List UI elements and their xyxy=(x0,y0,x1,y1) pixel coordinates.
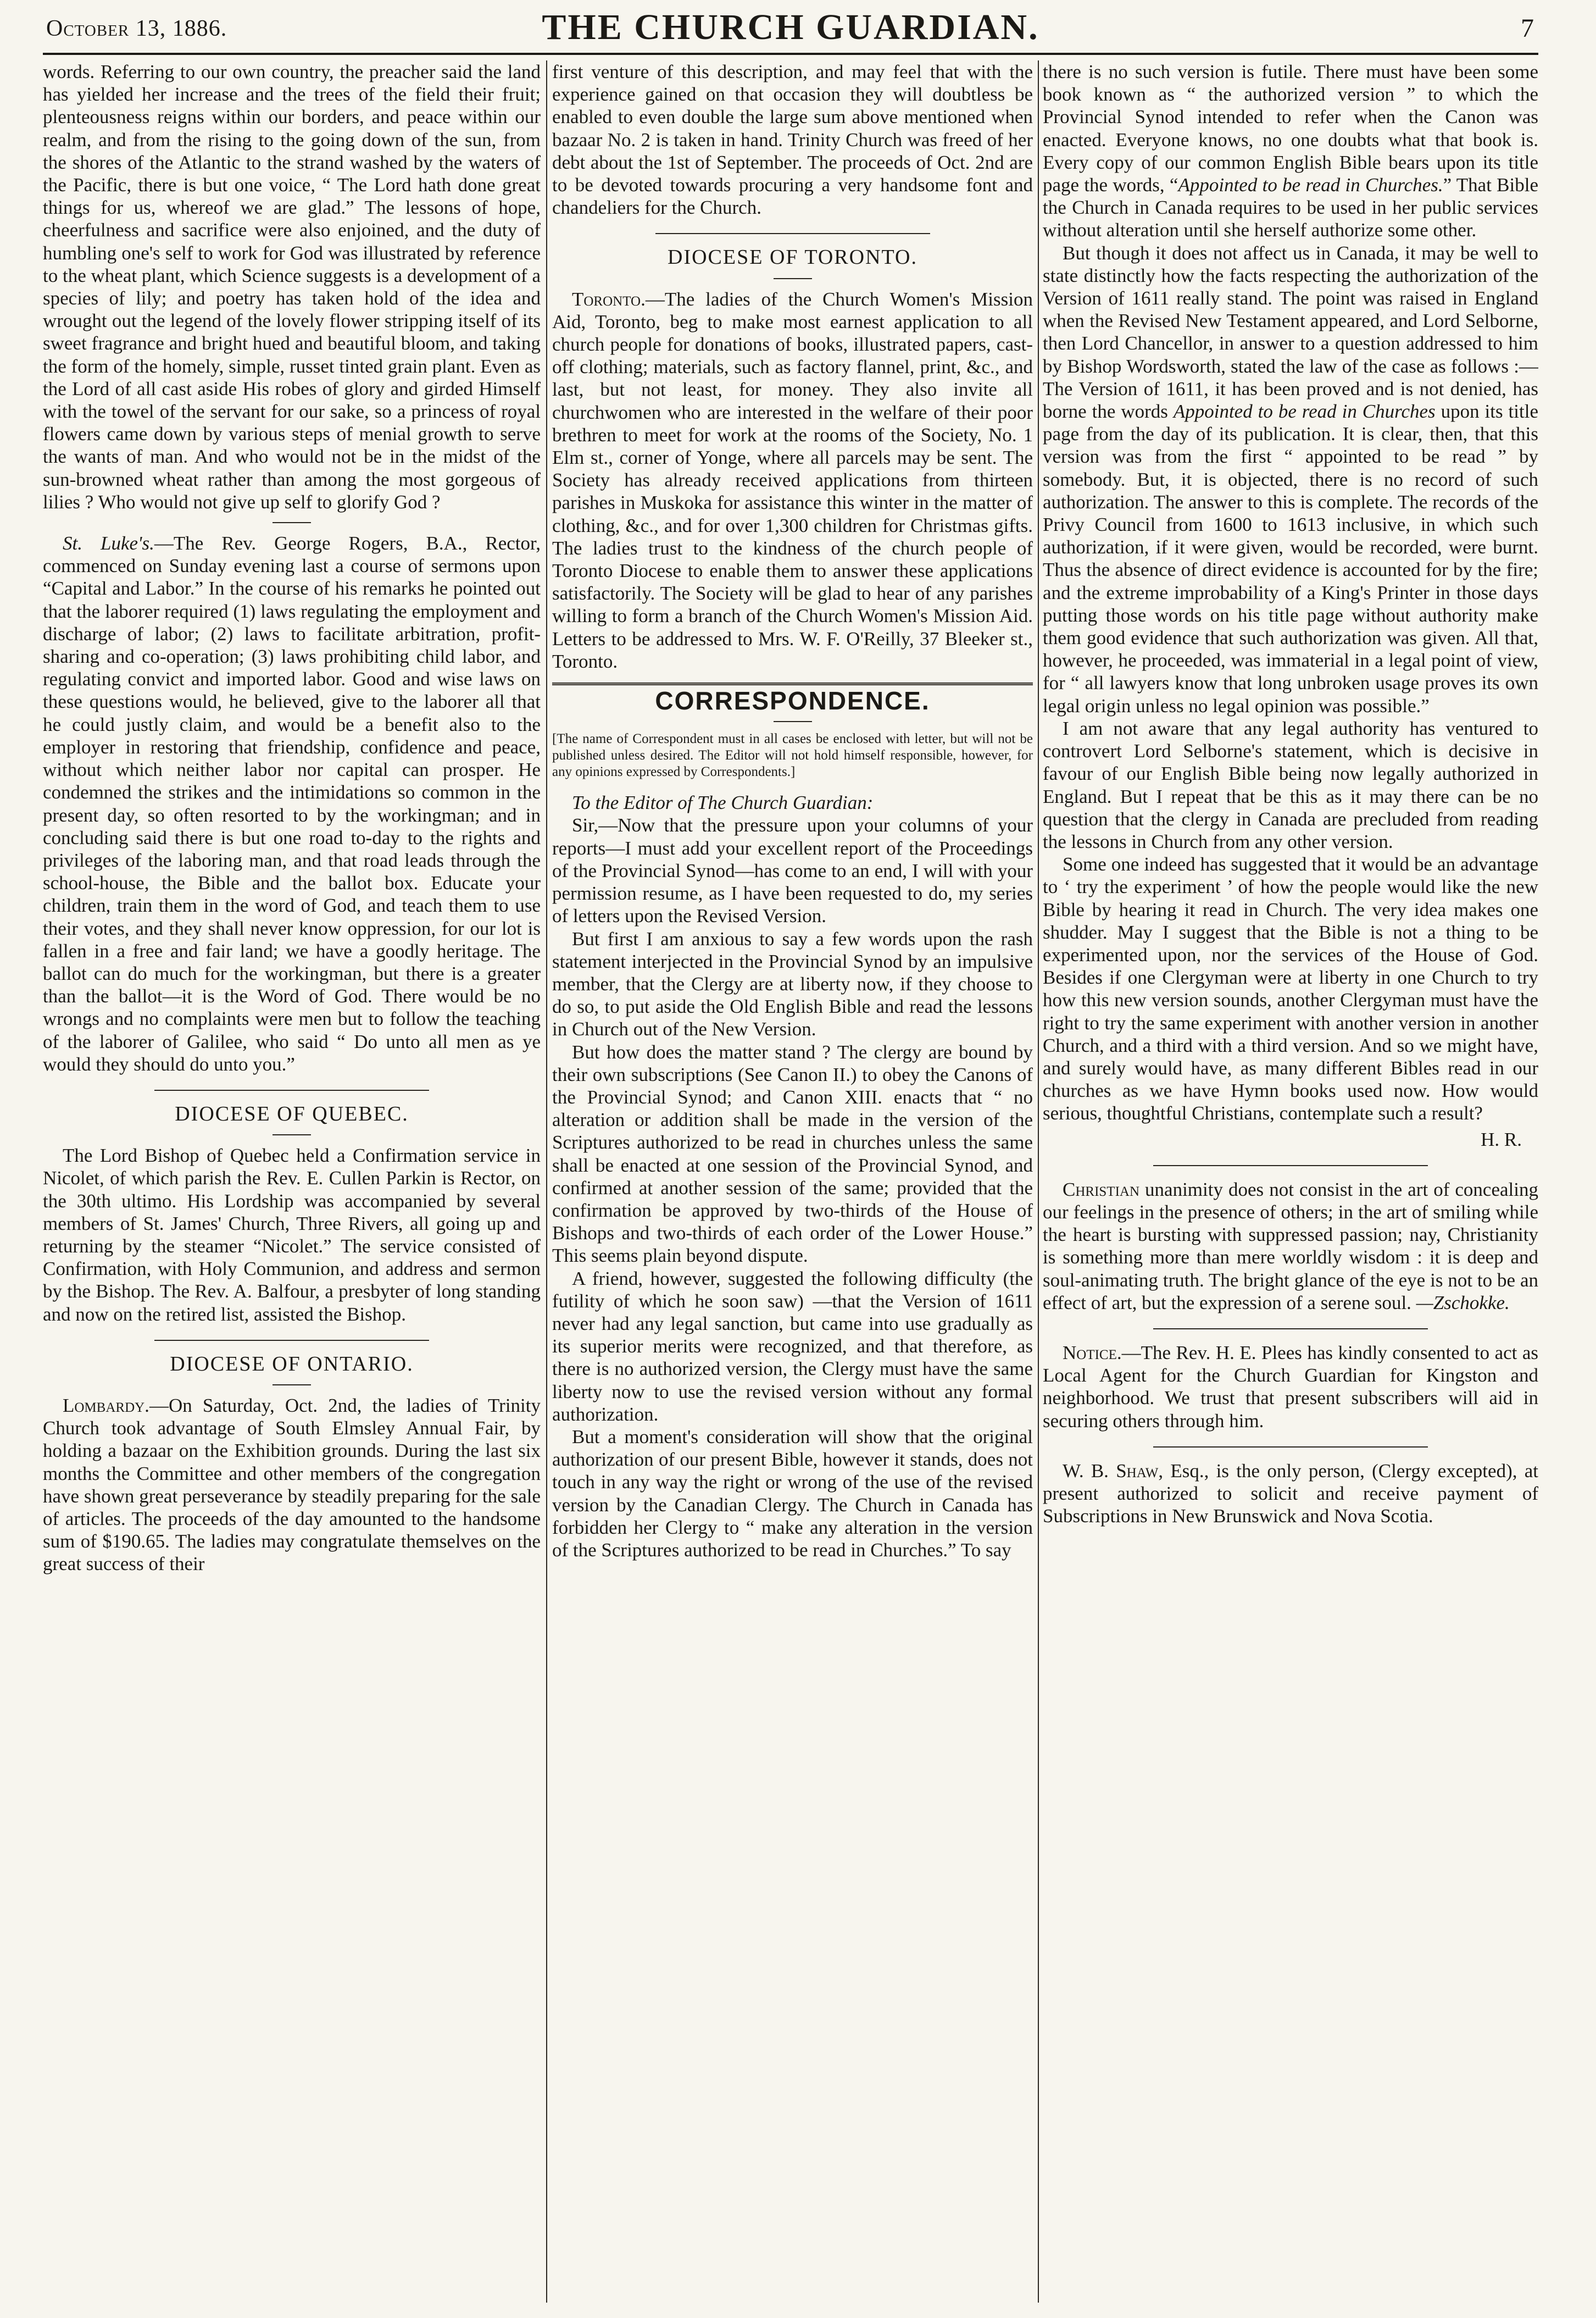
italic-quote: Appointed to be read in Churches xyxy=(1173,401,1436,423)
text-run: , Esq., is the only person, (Clergy excepted), at present authorized to solicit and receive payment of Subscriptions in New Brunswick and Nova Scotia. xyxy=(1043,1460,1538,1527)
column-2 xyxy=(552,60,1033,2303)
text-run: there is no such version is futile. There must have been some book known as “ the authorized version ” to which the Provincial Synod intended to refer when the Canon was enacted. Everyone knows, no one doubts what that book is. Every copy of our common English Bible bears upon its title page the words, “ xyxy=(1043,61,1538,196)
lombardy-text: —On Saturday, Oct. 2nd, the ladies of Trinity Church took advantage of South Elmsley Annual Fair, by holding a bazaar on the Exhibition grounds. During the last six months the Committee and other members of the congregation have shown great perseverance by steadily preparing for the sale of articles. The proceeds of the day amounted to the handsome sum of $190.65. The ladies may congratulate themselves on the great success of their xyxy=(43,1394,541,1575)
section-rule xyxy=(552,683,1033,685)
column-rule-1 xyxy=(546,60,547,2303)
text-run: —The Rev. H. E. Plees has kindly consented to act as Local Agent for the Church Guardian for Kingston and neighborhood. We trust that present subscribers will aid in securing others through him. xyxy=(1043,1341,1538,1432)
toronto-text: —The ladies of the Church Women's Mission Aid, Toronto, beg to make most earnest application to all church people for donations of books, illustrated papers, cast-off clothing; materials, such as factory flannel, print, &c., and last, but not least, for money. They also invite all churchwomen who are interested in the welfare of their poor brethren to meet for work at the rooms of the Society, No. 1 Elm st., corner of Yonge, where all parcels may be sent. The Society has already received applications from thirteen parishes in Muskoka for assistance this winter in the matter of clothing, &c., and for over 1,300 children for Christmas gifts. The ladies trust to the kindness of the church people of Toronto Diocese to enable them to answer these applications satisfactorily. The Society will be glad to hear of any parishes willing to form a branch of the Church Women's Mission Aid. Letters to be addressed to Mrs. W. F. O'Reilly, 37 Bleeker st., Toronto. xyxy=(552,288,1033,672)
correspondence-heading: CORRESPONDENCE. xyxy=(655,686,930,716)
newspaper-title: THE CHURCH GUARDIAN. xyxy=(542,7,1039,47)
divider xyxy=(154,1090,429,1091)
divider xyxy=(273,1134,311,1135)
divider xyxy=(154,1340,429,1341)
letter-paragraph: Some one indeed has suggested that it would be an advantage to ‘ try the experiment ’ of how the people would like the new Bible by hearing it read in Church. The very idea makes one shudder. May I suggest that the Bible is not a thing to be experimented upon, nor the services of the House of God. Besides if one Clergyman were at liberty in one Church to try how this new version sounds, another Clergyman must have the right to try the same experiment with another version in another Church, and a third with a third version. And so we might have, and surely would have, as many different Bibles read in our churches as we have Hymn books used now. How would serious, thoughtful Christians, contemplate such a result? xyxy=(1043,853,1538,1124)
lombardy-item xyxy=(43,1394,541,1576)
ontario-heading: DIOCESE OF ONTARIO. xyxy=(170,1352,414,1376)
letter-paragraph: Sir,—Now that the pressure upon your columns of your reports—I must add your excellent report of the Proceedings of the Provincial Synod—has come to an end, I will with your permission resume, as I have been requested to do, my series of letters upon the Revised Version. xyxy=(552,814,1033,927)
letter-paragraph xyxy=(1043,242,1538,717)
divider xyxy=(655,233,930,234)
letter-paragraph: But a moment's consideration will show that the original authorization of our present Bible, however it stands, does not touch in any way the right or wrong of the use of the revised version by the Canadian Clergy. The Church in Canada has forbidden her Clergy to “ make any alteration in the version of the Scriptures authorized to be read in Churches.” To say xyxy=(552,1426,1033,1561)
st-lukes-item xyxy=(43,532,541,1075)
st-lukes-text: —The Rev. George Rogers, B.A., Rector, commenced on Sunday evening last a course of sermons upon “Capital and Labor.” In the course of his remarks he pointed out that the laborer required (1) laws regulating the employment and discharge of labor; (2) laws to facilitate arbitration, profit-sharing and co-operation; (3) laws prohibiting child labor, and regulating convict and imported labor. Good and wise laws on these questions would, he believed, give to the laborer all that he could justly claim, and would be a benefit also to the employer in restoring that friendship, confidence and peace, without which neither labor nor capital can prosper. He condemned the strikes and the intimidations so common in the present day, so often resorted to by the workingman; and in concluding said there is but one road to-day to the rights and privileges of the laboring man, and that road leads through the school-house, the Bible and the ballot box. Educate your children, train them in the word of God, and teach them to use their votes, and they shall never know oppression, for our lot is fallen in a free and fair land; we have a goodly heritage. The ballot can do much for the workingman, but there is a greater than the ballot—it is the Word of God. There would be no wrongs and no complaints were men but to follow the teaching of the laborer of Galilee, who said “ Do unto all men as ye would they should do unto you.” xyxy=(43,533,541,1075)
toronto-heading: DIOCESE OF TORONTO. xyxy=(668,246,917,269)
text-run: But though it does not affect us in Canada, it may be well to state distinctly how the facts respecting the authorization of the Version of 1611 really stand. The point was raised in England when the Revised New Testament appeared, and Lord Selborne, then Lord Chancellor, in answer to a question addressed to him by Bishop Wordsworth, stated the law of the case as follows :—The Version of 1611, it has been proved and is not denied, has borne the words xyxy=(1043,242,1538,423)
letter-paragraph: But how does the matter stand ? The clergy are bound by their own subscriptions (See Canon II.) to obey the Canons of the Provincial Synod; and Canon XIII. enacts that “ no alteration or addition shall be made in the version of the Scriptures authorized to be read in churches unless the same shall be enacted at one session of the Provincial Synod, and confirmed at another session of the same; provided that the confirmation be approved by two-thirds of the House of Bishops and two-thirds of each order of the Lower House.” This seems plain beyond dispute. xyxy=(552,1041,1033,1267)
divider xyxy=(273,1384,311,1385)
quebec-item: The Lord Bishop of Quebec held a Confirmation service in Nicolet, of which parish the Rev. E. Cullen Parkin is Rector, on the 30th ultimo. His Lordship was accompanied by several members of St. James' Church, Three Rivers, all going up and returning by the steamer “Nicolet.” The service consisted of Confirmation, with Holy Communion, and address and sermon by the Bishop. The Rev. A. Balfour, a presbyter of long standing and now on the retired list, assisted the Bishop. xyxy=(43,1145,541,1325)
masthead xyxy=(43,4,1538,55)
christian-unanimity-item xyxy=(1043,1178,1538,1314)
text-run: W. B. xyxy=(1063,1460,1116,1482)
column-1 xyxy=(43,60,541,2303)
toronto-label: Toronto. xyxy=(572,288,646,310)
column-3 xyxy=(1043,60,1538,2303)
divider xyxy=(1153,1165,1428,1166)
letter-salutation: To the Editor of The Church Guardian: xyxy=(572,792,874,814)
divider xyxy=(273,522,311,523)
notice-item xyxy=(1043,1341,1538,1432)
quebec-heading: DIOCESE OF QUEBEC. xyxy=(175,1102,409,1125)
text-run: ” That Bible the Church in Canada requires to be used in her public services without alteration until she herself authorize some other. xyxy=(1043,174,1538,241)
text-run: unanimity does not consist in the art of concealing our feelings in the presence of others; in the art of smiling while the heart is bursting with suppressed passion; nay, Christianity is something more than mere worldly wisdom : it is deep and soul-animating truth. The bright glance of the eye is not to be an effect of art, but the expression of a serene soul. xyxy=(1043,1178,1538,1313)
text-run: upon its title page from the day of its publication. It is clear, then, that this version was from the first “ appointed to be read ” by somebody. But, it is objected, there is no record of such authorization. The answer to this is complete. The records of the Privy Council from 1600 to 1613 inclusive, in which such authorization, if it were given, would be recorded, were burnt. Thus the absence of direct evidence is accounted for by the fire; and the extreme improbability of a King's Printer in those days putting those words on his title page without authority make them good evidence that such authorization was given. All that, however, he proceeded, was immaterial in a legal point of view, for “ all lawyers know that long unbroken usage proves its own legal origin unless no legal opinion was possible.” xyxy=(1043,401,1538,717)
italic-quote: Appointed to be read in Churches. xyxy=(1178,174,1443,196)
divider xyxy=(774,721,812,722)
letter-paragraph: A friend, however, suggested the following difficulty (the futility of which he soon saw) —that the Version of 1611 never had any legal sanction, but came into use gradually as its superior merits were recognized, and that therefore, as there is no authorized version, the Clergy must have the same liberty now to use the revised version without any formal authorization. xyxy=(552,1267,1033,1425)
lombardy-label: Lombardy. xyxy=(63,1394,149,1416)
column-rule-2 xyxy=(1038,60,1039,2303)
item-label: Notice. xyxy=(1063,1341,1122,1363)
item-label: Christian xyxy=(1063,1178,1140,1200)
letter-paragraph: But first I am anxious to say a few words upon the rash statement interjected in the Provincial Synod by an impulsive member, that the Clergy are at liberty now, if they choose to do so, to put aside the Old English Bible and read the lessons in Church out of the New Version. xyxy=(552,928,1033,1040)
page-number: 7 xyxy=(1521,14,1534,43)
letter-signature: H. R. xyxy=(1481,1128,1522,1150)
st-lukes-label: St. Luke's. xyxy=(63,533,154,554)
divider xyxy=(1153,1328,1428,1329)
attribution: —Zschokke. xyxy=(1416,1291,1510,1313)
lombardy-continuation: first venture of this description, and may feel that with the experience gained on that occasion they will doubtless be enabled to even double the large sum above mentioned when bazaar No. 2 is taken in hand. Trinity Church was freed of her debt about the 1st of September. The proceeds of Oct. 2nd are to be devoted towards procuring a very handsome font and chandeliers for the Church. xyxy=(552,61,1033,219)
item-label: Shaw xyxy=(1116,1460,1159,1482)
divider xyxy=(1153,1446,1428,1448)
issue-date: October 13, 1886. xyxy=(46,16,227,41)
letter-paragraph: I am not aware that any legal authority has ventured to controvert Lord Selborne's statement, which is decisive in favour of our English Bible being now legally authorized in England. But I repeat that be this as it may there can be no question that the clergy in Canada are precluded from reading the lessons in Church from any other version. xyxy=(1043,717,1538,852)
toronto-item xyxy=(552,288,1033,673)
agent-notice-item xyxy=(1043,1460,1538,1528)
letter-continuation xyxy=(1043,60,1538,242)
correspondence-note: [The name of Correspondent must in all cases be enclosed with letter, but will not be published unless desired. The Editor will not hold himself responsible, however, for any opinions expressed by Correspondents.] xyxy=(552,731,1033,780)
divider xyxy=(774,278,812,279)
sermon-continuation: words. Referring to our own country, the preacher said the land has yielded her increase and the trees of the field their fruit; plenteousness reigns within our borders, and peace within our realm, and from the rising to the going down of the sun, from the shores of the Atlantic to the strand washed by the waters of the Pacific, there is but one voice, “ The Lord hath done great things for us, whereof we are glad.” The lessons of hope, cheerfulness and sacrifice were also enjoined, and the duty of humbling one's self to work for God was illustrated by reference to the wheat plant, which Science suggests is a development of a species of lily; and poetry has taken hold of the idea and wrought out the legend of the lovely flower stripping itself of its sweet fragrance and bright hued and beautiful bloom, and taking the form of the homely, simple, russet tinted grain plant. Even as the Lord of all cast aside His robes of glory and girded Himself with the towel of the servant for our sake, so a princess of royal flowers came down by various steps of menial growth to serve the wants of man. And who would not be in the midst of the sun-browned wheat rather than among the most gorgeous of lilies ? Who would not give up self to glorify God ? xyxy=(43,61,541,513)
